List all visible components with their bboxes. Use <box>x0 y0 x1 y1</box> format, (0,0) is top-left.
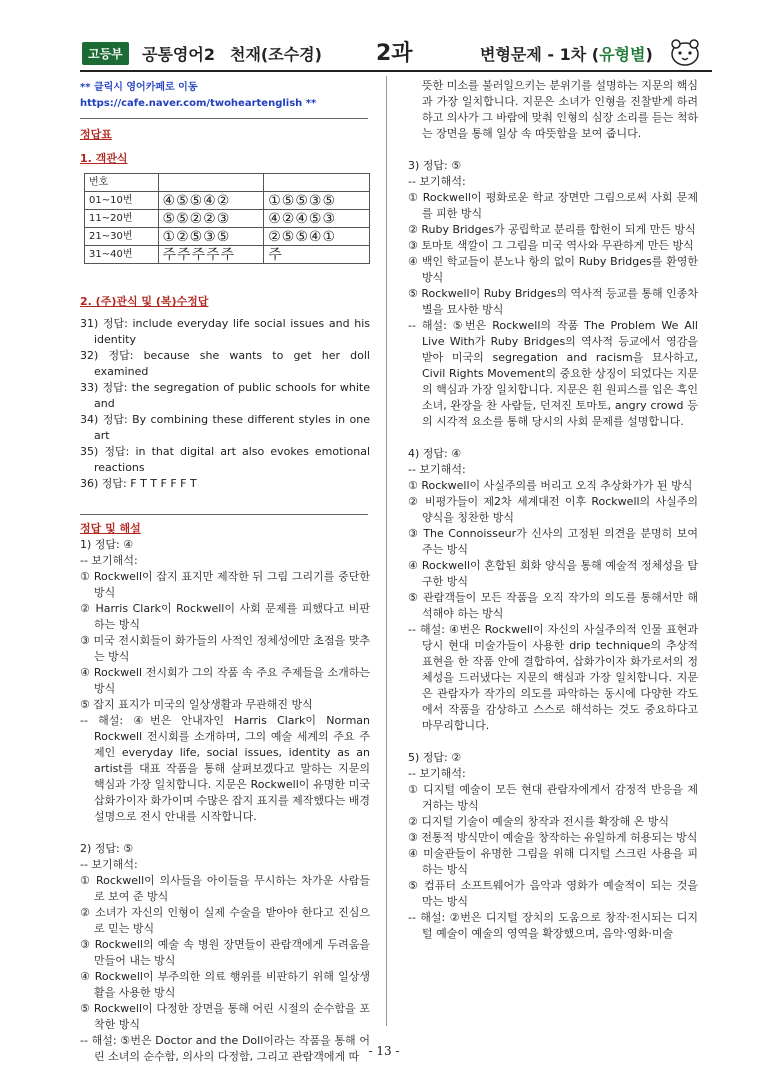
option-item: ② Harris Clark이 Rockwell이 사회 문제를 피했다고 비판하는 방식 <box>80 602 370 631</box>
answer-table <box>84 173 370 264</box>
table-cell: 주 <box>264 246 370 264</box>
option-item: ③ 전통적 방식만이 예술을 창작하는 유일하게 허용되는 방식 <box>408 831 698 844</box>
subjective-answer: 32) 정답: because she wants to get her doll examined <box>80 349 370 378</box>
table-cell: 21~30번 <box>85 228 159 246</box>
option-item: ① Rockwell이 평화로운 학교 장면만 그림으로써 사회 문제를 피한 방식 <box>408 191 698 220</box>
q2-explanation-cont: 뜻한 미소를 불러일으키는 분위기를 설명하는 지문의 핵심과 가장 일치합니다. 지문은 소녀가 인형을 진찰받게 하려 하고 의사가 그 바람에 맞춰 인형의 심장 소리를 듣는 척하는 장면을 통해 일상 속 따뜻함을 보여 줍니다. <box>422 79 699 140</box>
divider <box>80 118 368 119</box>
option-item: ③ 토마토 색깔이 그 그림을 미국 역사와 무관하게 만든 방식 <box>408 239 694 252</box>
table-cell: ⑤⑤②②③ <box>158 210 264 228</box>
table-row <box>85 228 370 246</box>
table-row <box>85 210 370 228</box>
q3-answer: 3) 정답: ⑤ <box>408 159 462 172</box>
table-cell <box>264 174 370 192</box>
explanation-title: 정답 및 해설 <box>80 522 141 535</box>
q3-explanation: -- 해설: ⑤번은 Rockwell의 작품 The Problem We All Live With가 Ruby Bridges의 역사적 등교에서 영감을 받아 미국의 segregation and racism을 묘사하고, Civil Rights Movement의 중요한 상징이 되었다는 지문의 핵심과 가장 일치합니다. 지문은 흰 원피스를 입은 흑인 소녀, 완장을 찬 사람들, 던져진 토마토, angry crowd 등의 시각적 요소를 통해 당시의 사회 문제를 설명합니다. <box>408 319 698 428</box>
option-item: ① 디지털 예술이 모든 현대 관람자에게서 감정적 반응을 제거하는 방식 <box>408 783 698 812</box>
table-cell: ④⑤⑤④② <box>158 192 264 210</box>
publisher-title: 천재(조수경) <box>230 45 322 64</box>
option-item: ① Rockwell이 사실주의를 버리고 오직 추상화가가 된 방식 <box>408 479 693 492</box>
table-cell: 주주주주주 <box>158 246 264 264</box>
q4-explanation: -- 해설: ④번은 Rockwell이 자신의 사실주의적 인물 표현과 당시 현대 미술가들이 사용한 drip technique의 추상적 표현을 한 작품 안에 결합하여, 삽화가이자 화가로서의 정체성을 드러냈다는 지문의 핵심과 가장 일치합니다. 지문은 관람자가 작가의 의도를 파악하는 동시에 다양한 각도에서 작품을 감상하고 스스로 해석하는 것도 중요하다고 마무리합니다. <box>408 623 698 732</box>
table-cell: ②⑤⑤④① <box>264 228 370 246</box>
q5-options-label: -- 보기해석: <box>408 767 466 780</box>
subjective-answer: 31) 정답: include everyday life social issues and his identity <box>80 317 370 346</box>
answers-title: 정답표 <box>80 128 112 141</box>
table-cell: 31~40번 <box>85 246 159 264</box>
option-item: ② 비평가들이 제2차 세계대전 이후 Rockwell의 사실주의 양식을 칭찬한 방식 <box>408 495 698 524</box>
option-item: ④ 미술관들이 유명한 그림을 위해 디지털 스크린 사용을 피하는 방식 <box>408 847 698 876</box>
subjective-answer: 33) 정답: the segregation of public schools for white and <box>80 381 370 410</box>
divider <box>80 514 368 515</box>
option-item: ⑤ 잡지 표지가 미국의 일상생활과 무관해진 방식 <box>80 698 313 711</box>
table-cell: 01~10번 <box>85 192 159 210</box>
table-row <box>85 174 370 192</box>
q2-answer: 2) 정답: ⑤ <box>80 842 134 855</box>
q4-options-label: -- 보기해석: <box>408 463 466 476</box>
option-item: ④ 백인 학교들이 분노나 항의 없이 Ruby Bridges를 환영한 방식 <box>408 255 698 284</box>
option-item: ⑤ 관람객들이 모든 작품을 오직 작가의 의도를 통해서만 해석해야 하는 방식 <box>408 591 698 620</box>
table-cell: 11~20번 <box>85 210 159 228</box>
option-item: ⑤ Rockwell이 Ruby Bridges의 역사적 등교를 통해 인종차별을 묘사한 방식 <box>408 287 698 316</box>
column-divider <box>386 76 387 1026</box>
subjective-title: 2. (주)관식 및 (복)수정답 <box>80 295 209 308</box>
objective-title: 1. 객관식 <box>80 152 128 165</box>
option-item: ④ Rockwell 전시회가 그의 작품 속 주요 주제들을 소개하는 방식 <box>80 666 370 695</box>
q1-explanation: -- 해설: ④번은 안내자인 Harris Clark이 Norman Rockwell 전시회를 소개하며, 그의 예술 세계의 주요 주제인 everyday life, social issues, identity as an artist를 대표 작품을 통해 살펴보겠다고 말하는 지문의 핵심과 가장 일치합니다. 지문은 Rockwell이 유명한 미국 삽화가이자 화가이며 수많은 잡지 표지를 제작했다는 배경 설명으로 전시 안내를 시작합니다. <box>80 714 371 823</box>
page-header <box>80 38 720 68</box>
cafe-link[interactable]: ** 클릭시 영어카페로 이동 https://cafe.naver.com/twoheartenglish ** <box>80 82 317 109</box>
option-item: ① Rockwell이 잡지 표지만 제작한 뒤 그림 그리기를 중단한 방식 <box>80 570 370 599</box>
subject-title: 공통영어2 <box>142 45 215 64</box>
option-item: ⑤ Rockwell이 다정한 장면을 통해 어린 시절의 순수함을 포착한 방식 <box>80 1002 370 1031</box>
table-cell: 번호 <box>85 174 159 192</box>
q5-explanation: -- 해설: ②번은 디지털 장치의 도움으로 창작·전시되는 디지털 예술이 예술의 영역을 확장했으며, 음악·영화·미술 <box>408 911 698 940</box>
table-row <box>85 246 370 264</box>
header-rule <box>80 70 712 72</box>
table-cell: ①②⑤③⑤ <box>158 228 264 246</box>
option-item: ② 디지털 기술이 예술의 창작과 전시를 확장해 온 방식 <box>408 815 669 828</box>
title-suffix: ) <box>645 45 653 64</box>
option-item: ④ Rockwell이 혼합된 회화 양식을 통해 예술적 정체성을 탐구한 방식 <box>408 559 698 588</box>
title-prefix: 변형문제 - 1차 ( <box>480 45 600 64</box>
table-cell <box>158 174 264 192</box>
q4-answer: 4) 정답: ④ <box>408 447 462 460</box>
option-item: ④ Rockwell이 부주의한 의료 행위를 비판하기 위해 일상생활을 사용한 방식 <box>80 970 370 999</box>
option-item: ⑤ 컴퓨터 소프트웨어가 음악과 영화가 예술적이 되는 것을 막는 방식 <box>408 879 698 908</box>
q3-options-label: -- 보기해석: <box>408 175 466 188</box>
table-row <box>85 192 370 210</box>
option-item: ③ The Connoisseur가 신사의 고정된 의견을 분명히 보여 주는 방식 <box>408 527 698 556</box>
mascot-icon <box>668 36 702 68</box>
title-green: 유형별 <box>599 45 646 64</box>
option-item: ② Ruby Bridges가 공립학교 분리를 합헌이 되게 만든 방식 <box>408 223 696 236</box>
left-column <box>80 80 370 1065</box>
table-cell: ①⑤⑤③⑤ <box>264 192 370 210</box>
option-item: ② 소녀가 자신의 인형이 실제 수술을 받아야 한다고 진심으로 믿는 방식 <box>80 906 370 935</box>
page-number: - 13 - <box>368 1044 400 1058</box>
subjective-answer: 35) 정답: in that digital art also evokes emotional reactions <box>80 445 370 474</box>
worksheet-title <box>480 42 653 65</box>
lesson-title: 2과 <box>376 41 413 66</box>
level-badge: 고등부 <box>82 42 129 65</box>
q2-options-label: -- 보기해석: <box>80 858 138 871</box>
q5-answer: 5) 정답: ② <box>408 751 462 764</box>
q1-options-label: -- 보기해석: <box>80 554 138 567</box>
q1-answer: 1) 정답: ④ <box>80 538 134 551</box>
option-item: ③ 미국 전시회들이 화가들의 사적인 정체성에만 초점을 맞추는 방식 <box>80 634 370 663</box>
option-item: ① Rockwell이 의사들을 아이들을 무시하는 차가운 사람들로 보여 준 방식 <box>80 874 370 903</box>
q2-explanation: -- 해설: ⑤번은 Doctor and the Doll이라는 작품을 통해 어린 소녀의 순수함, 의사의 다정함, 그리고 관람객에게 따 <box>80 1034 370 1063</box>
subjective-answer: 36) 정답: F T T F F F T <box>80 477 197 490</box>
option-item: ③ Rockwell의 예술 속 병원 장면들이 관람객에게 두려움을 만들어 내는 방식 <box>80 938 370 967</box>
table-cell: ④②④⑤③ <box>264 210 370 228</box>
subjective-answer: 34) 정답: By combining these different styles in one art <box>80 413 370 442</box>
right-column <box>408 78 698 942</box>
